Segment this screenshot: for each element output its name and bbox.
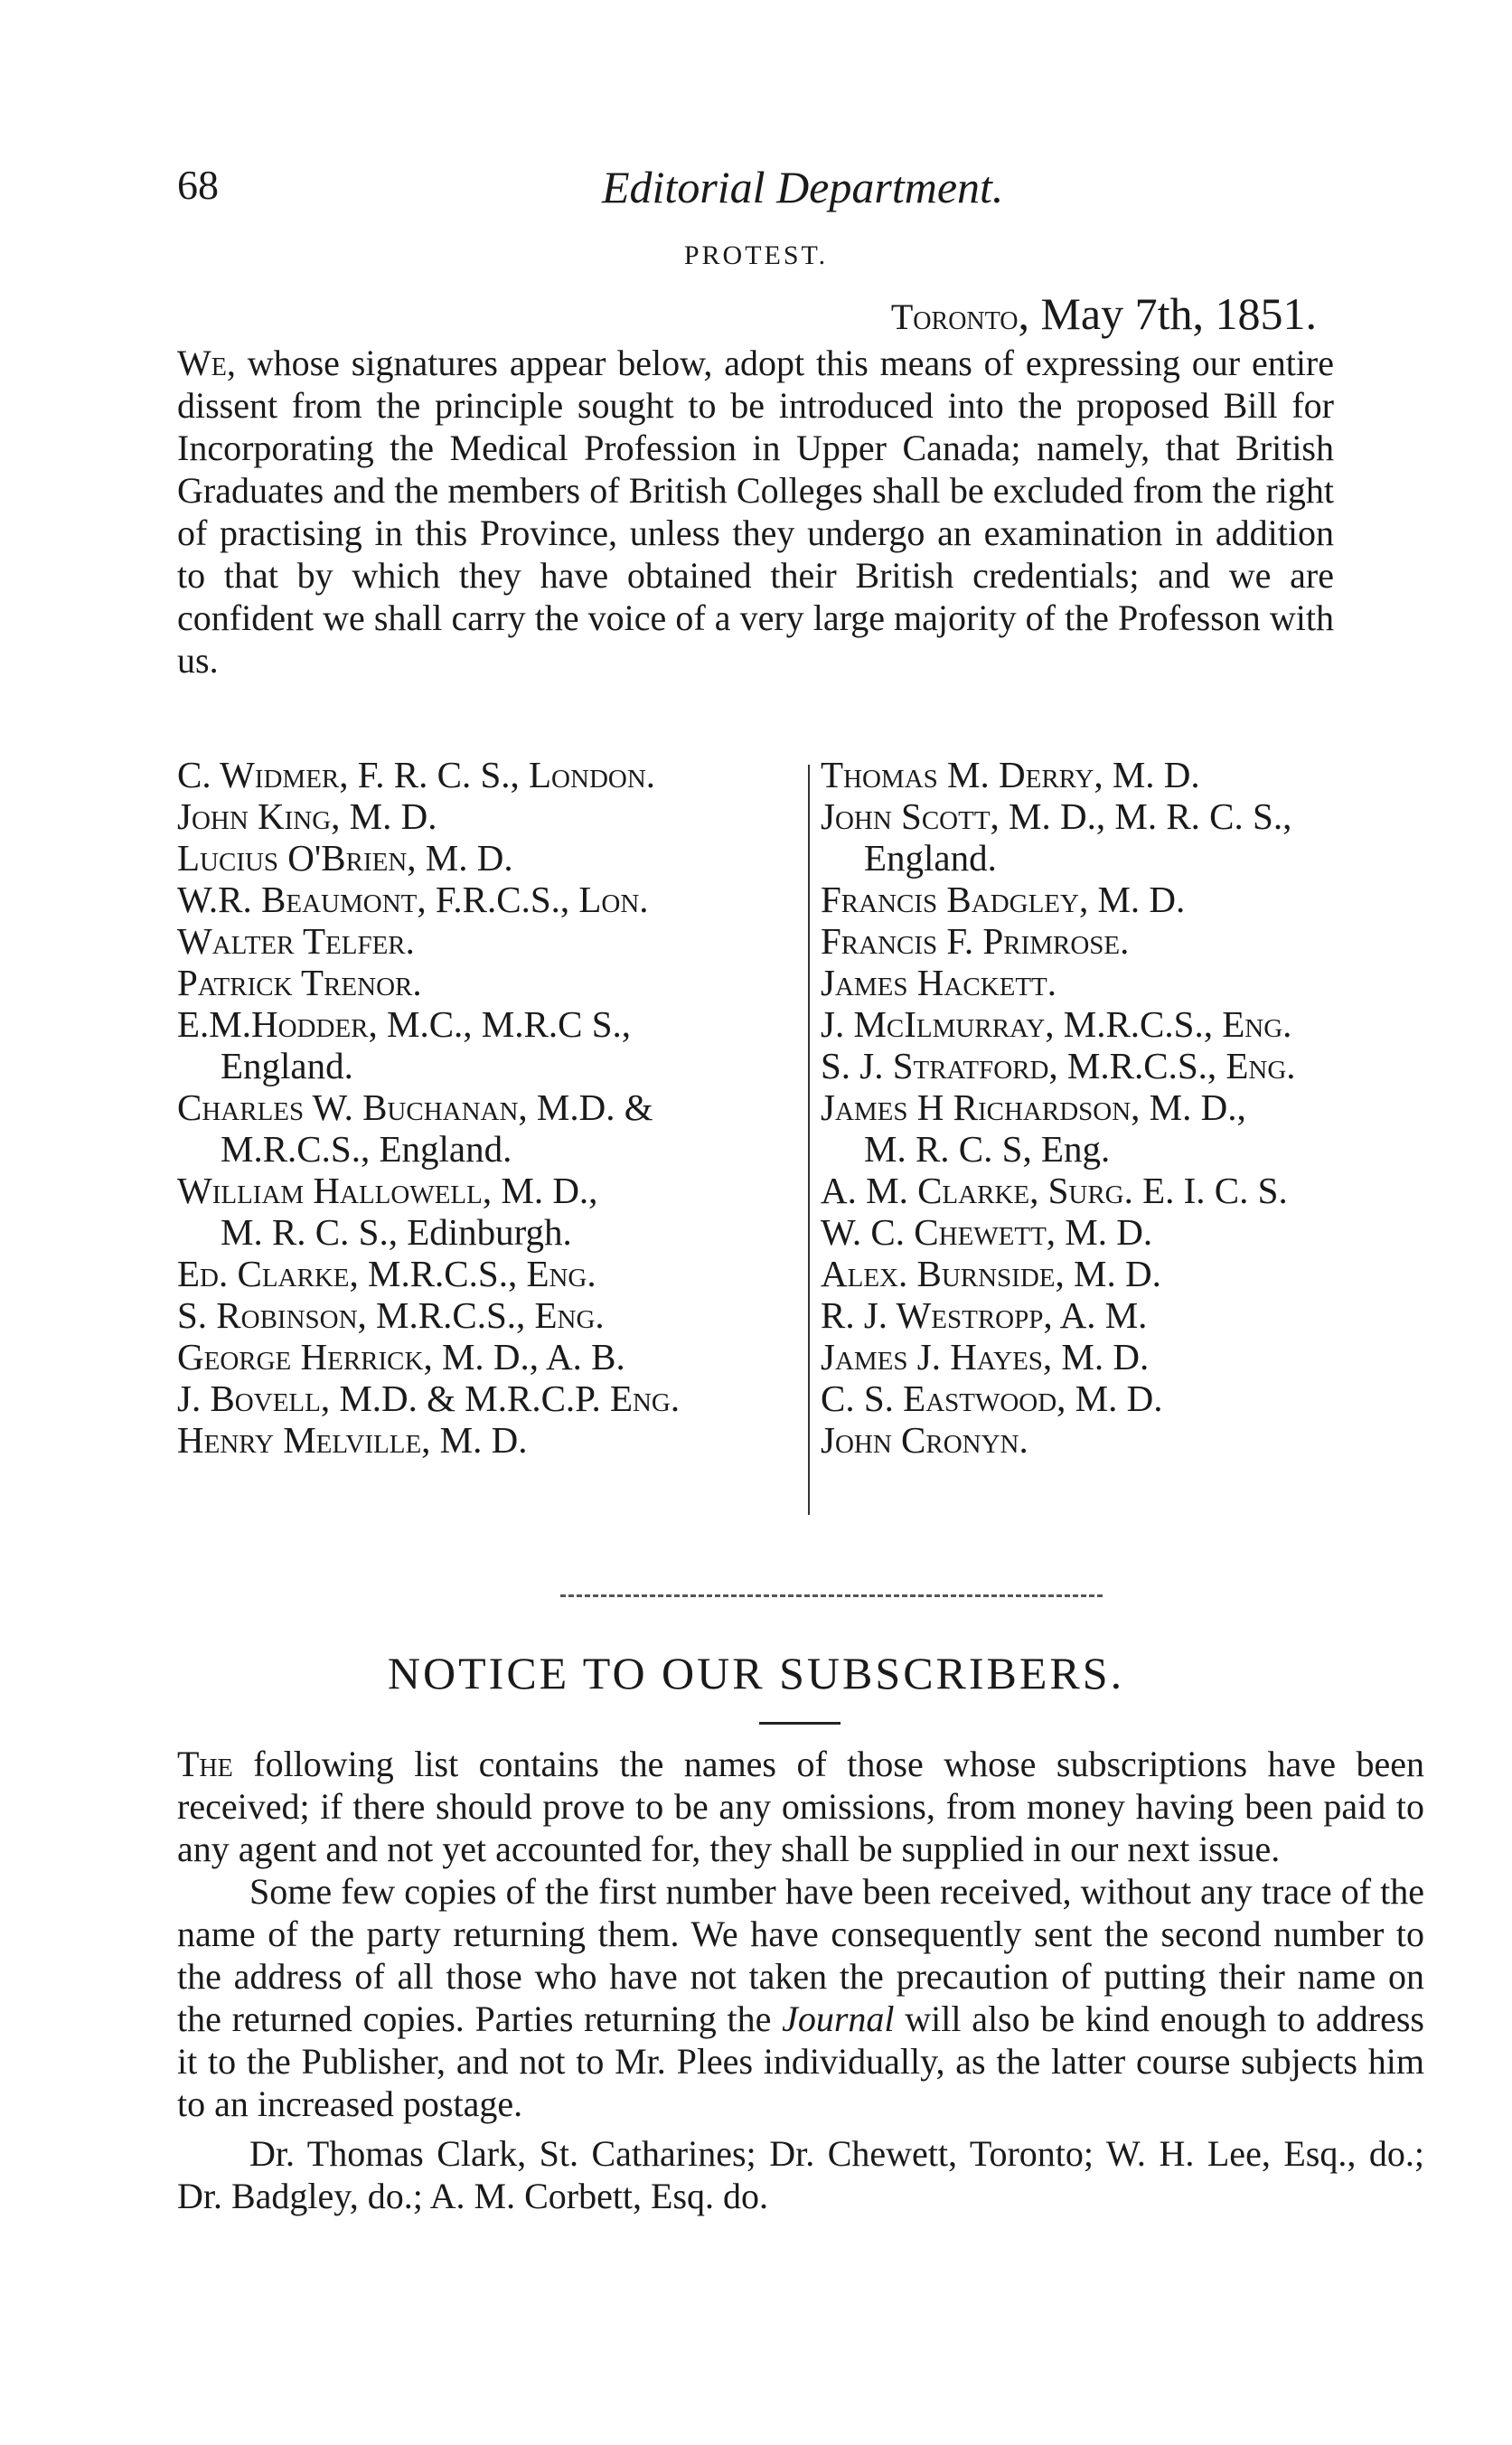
protest-body-text: , whose signatures appear below, adopt this means of expressing our entire dissent from the principle sought to be introduced into the proposed Bill for Incorporating the Medical Profession in Upper Canada; namely, that British Graduates and the members of British Colleges shall be excluded from the right of practising in this Province, unless they undergo an examination in addition to that by which they have obtained their British credentials; and we are confident we shall carry the voice of a very large majority of the Professon with us. <box>177 343 1334 681</box>
notice-paragraph-1-text: following list contains the names of those whose subscriptions have been received; if there should prove to be any omissions, from money having been paid to any agent and not yet accounted for, they shall be supplied in our next issue. <box>177 1744 1424 1869</box>
notice-opening-word: The <box>177 1744 233 1784</box>
subscriber-list: Dr. Thomas Clark, St. Catharines; Dr. Chewett, Toronto; W. H. Lee, Esq., do.; Dr. Badgley, do.; A. M. Corbett, Esq. do. <box>177 2133 1424 2216</box>
signature-list <box>177 754 1433 1558</box>
signatory: James Hackett. <box>821 962 1057 1003</box>
signatory: William Hallowell, M. D., <box>177 1170 598 1211</box>
signatory: Francis Badgley, M. D. <box>821 879 1186 920</box>
running-title: Editorial Department. <box>602 162 1004 212</box>
section-divider-rule <box>560 1594 1103 1597</box>
page-number: 68 <box>177 162 219 208</box>
signatory: John Cronyn. <box>821 1419 1028 1461</box>
dateline-date: , May 7th, 1851. <box>1018 288 1317 339</box>
signatory: Ed. Clarke, M.R.C.S., Eng. <box>177 1253 596 1294</box>
signature-column-right <box>821 754 1435 1461</box>
signatory: George Herrick, M. D., A. B. <box>177 1336 625 1378</box>
signatory: A. M. Clarke, Surg. E. I. C. S. <box>821 1170 1288 1211</box>
notice-paragraph-1 <box>177 1743 1424 1870</box>
signatory: Walter Telfer. <box>177 920 415 962</box>
signatory: Lucius O'Brien, M. D. <box>177 837 513 879</box>
signature-column-left <box>177 754 803 1461</box>
signatory-continuation: M. R. C. S, Eng. <box>864 1128 1111 1170</box>
signatory: Alex. Burnside, M. D. <box>821 1253 1161 1294</box>
signature-column-divider <box>808 765 810 1515</box>
signatory: Thomas M. Derry, M. D. <box>821 754 1200 795</box>
signatory-continuation: M.R.C.S., England. <box>221 1128 512 1170</box>
signatory: James H Richardson, M. D., <box>821 1086 1246 1128</box>
signatory: Henry Melville, M. D. <box>177 1419 528 1461</box>
protest-text <box>177 342 1334 682</box>
signatory: J. McIlmurray, M.R.C.S., Eng. <box>821 1003 1292 1045</box>
notice-text <box>177 1743 1424 2217</box>
signatory: Patrick Trenor. <box>177 962 422 1003</box>
dateline-place: Toronto <box>890 296 1019 337</box>
signatory: J. Bovell, M.D. & M.R.C.P. Eng. <box>177 1378 681 1419</box>
signatory: W. C. Chewett, M. D. <box>821 1211 1153 1253</box>
signatory-continuation: M. R. C. S., Edinburgh. <box>221 1211 572 1253</box>
notice-paragraph-2-text-cont: will also be kind enough to address it to the Publisher, and not to Mr. Plees individually, as the latter course subjects him to an increased postage. <box>177 1998 1425 2124</box>
signatory: John King, M. D. <box>177 795 437 837</box>
signatory: S. J. Stratford, M.R.C.S., Eng. <box>821 1045 1296 1086</box>
signatory: John Scott, M. D., M. R. C. S., <box>821 795 1292 837</box>
heading-underline-rule <box>759 1722 841 1725</box>
notice-paragraph-2-text: Some few copies of the first number have been received, without any trace of the name of the party returning them. We have consequently sent the second number to the address of all those who have not taken the precaution of putting their name on the returned copies. Parties returning the <box>177 1871 1424 2039</box>
running-head <box>177 161 1340 215</box>
signatory: Charles W. Buchanan, M.D. & <box>177 1086 653 1128</box>
signatory: R. J. Westropp, A. M. <box>821 1294 1148 1336</box>
signatory: W.R. Beaumont, F.R.C.S., Lon. <box>177 879 649 920</box>
signatory: S. Robinson, M.R.C.S., Eng. <box>177 1294 605 1336</box>
signatory: James J. Hayes, M. D. <box>821 1336 1150 1378</box>
signatory-continuation: England. <box>864 837 997 879</box>
signatory: Francis F. Primrose. <box>821 920 1130 962</box>
journal-title: Journal <box>782 1998 895 2039</box>
signatory: E.M.Hodder, M.C., M.R.C S., <box>177 1003 631 1045</box>
protest-heading: PROTEST. <box>683 240 829 270</box>
notice-paragraph-2 <box>177 1870 1424 2125</box>
signatory: C. S. Eastwood, M. D. <box>821 1378 1163 1419</box>
notice-heading: NOTICE TO OUR SUBSCRIBERS. <box>387 1648 1125 1698</box>
signatory: C. Widmer, F. R. C. S., London. <box>177 754 656 795</box>
protest-opening-word: We <box>177 343 227 383</box>
protest-dateline <box>891 287 1317 340</box>
signatory-continuation: England. <box>221 1045 353 1086</box>
